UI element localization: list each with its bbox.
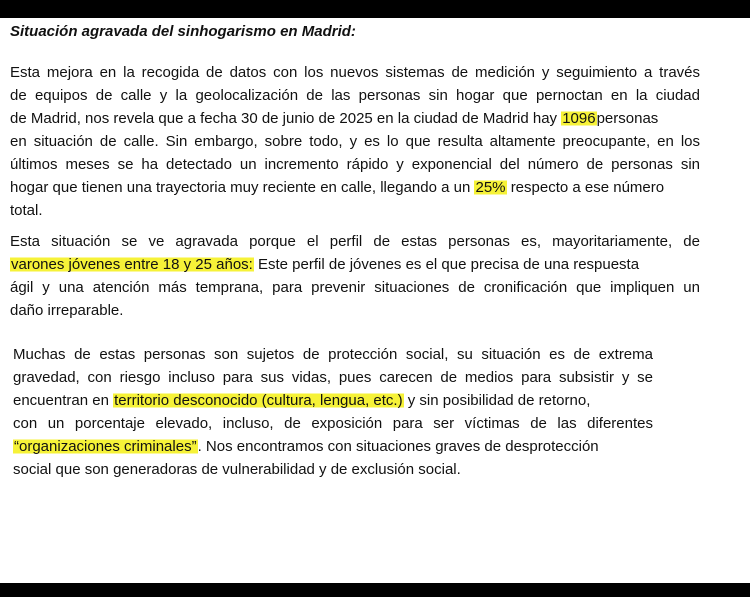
p2-line-4: daño irreparable. bbox=[10, 302, 124, 319]
p3-line-5-text: . Nos encontramos con situaciones graves de desprotección bbox=[197, 438, 599, 455]
p1-line-3-end: personas bbox=[596, 110, 659, 127]
p3-line-3 bbox=[13, 389, 653, 412]
p3-line-5 bbox=[13, 435, 653, 458]
document-title: Situación agravada del sinhogarismo en Madrid: bbox=[10, 23, 356, 40]
p3-line-3-text: encuentran en bbox=[13, 392, 109, 409]
highlight-1096: 1096 bbox=[562, 110, 596, 127]
highlight-varones-jovenes: varones jóvenes entre 18 y 25 años: bbox=[11, 256, 253, 273]
bottom-black-bar bbox=[0, 583, 750, 597]
p1-line-2: de equipos de calle y la geolocalización de las personas sin hogar que pernoctan en la ciudad bbox=[10, 87, 700, 104]
p1-line-6 bbox=[10, 176, 700, 199]
p1-line-6-end: respecto a ese número bbox=[510, 179, 665, 196]
highlight-25-percent: 25% bbox=[475, 179, 506, 196]
top-black-bar bbox=[0, 0, 750, 18]
p2-line-2-text: Este perfil de jóvenes es el que precisa de una respuesta bbox=[258, 256, 640, 273]
p1-line-7: total. bbox=[10, 202, 43, 219]
paragraph-1 bbox=[10, 61, 700, 222]
paragraph-2 bbox=[10, 230, 700, 322]
p3-line-6: social que son generadoras de vulnerabilidad y de exclusión social. bbox=[13, 461, 461, 478]
p1-line-3-text: de Madrid, nos revela que a fecha 30 de junio de 2025 en la ciudad de Madrid hay bbox=[10, 110, 558, 127]
highlight-territorio-desconocido: territorio desconocido (cultura, lengua, etc.) bbox=[114, 392, 403, 409]
p2-line-3: ágil y una atención más temprana, para prevenir situaciones de cronificación que impliquen un bbox=[10, 279, 700, 296]
p2-line-2 bbox=[10, 253, 700, 276]
p1-line-4: en situación de calle. Sin embargo, sobre todo, y es lo que resulta altamente preocupante, en los bbox=[10, 133, 700, 150]
p1-line-3 bbox=[10, 107, 700, 130]
paragraph-3 bbox=[13, 343, 653, 481]
p1-line-5: últimos meses se ha detectado un incremento rápido y exponencial del número de personas sin bbox=[10, 156, 700, 173]
p3-line-3-end: y sin posibilidad de retorno, bbox=[407, 392, 591, 409]
highlight-organizaciones-criminales: “organizaciones criminales” bbox=[14, 438, 197, 455]
p3-line-4: con un porcentaje elevado, incluso, de exposición para ser víctimas de las diferentes bbox=[13, 415, 653, 432]
p3-line-1: Muchas de estas personas son sujetos de protección social, su situación es de extrema bbox=[13, 346, 653, 363]
p1-line-1: Esta mejora en la recogida de datos con los nuevos sistemas de medición y seguimiento a través bbox=[10, 64, 700, 81]
p3-line-2: gravedad, con riesgo incluso para sus vidas, pues carecen de medios para subsistir y se bbox=[13, 369, 653, 386]
p1-line-6-text: hogar que tienen una trayectoria muy reciente en calle, llegando a un bbox=[10, 179, 471, 196]
p2-line-1: Esta situación se ve agravada porque el perfil de estas personas es, mayoritariamente, de bbox=[10, 233, 700, 250]
